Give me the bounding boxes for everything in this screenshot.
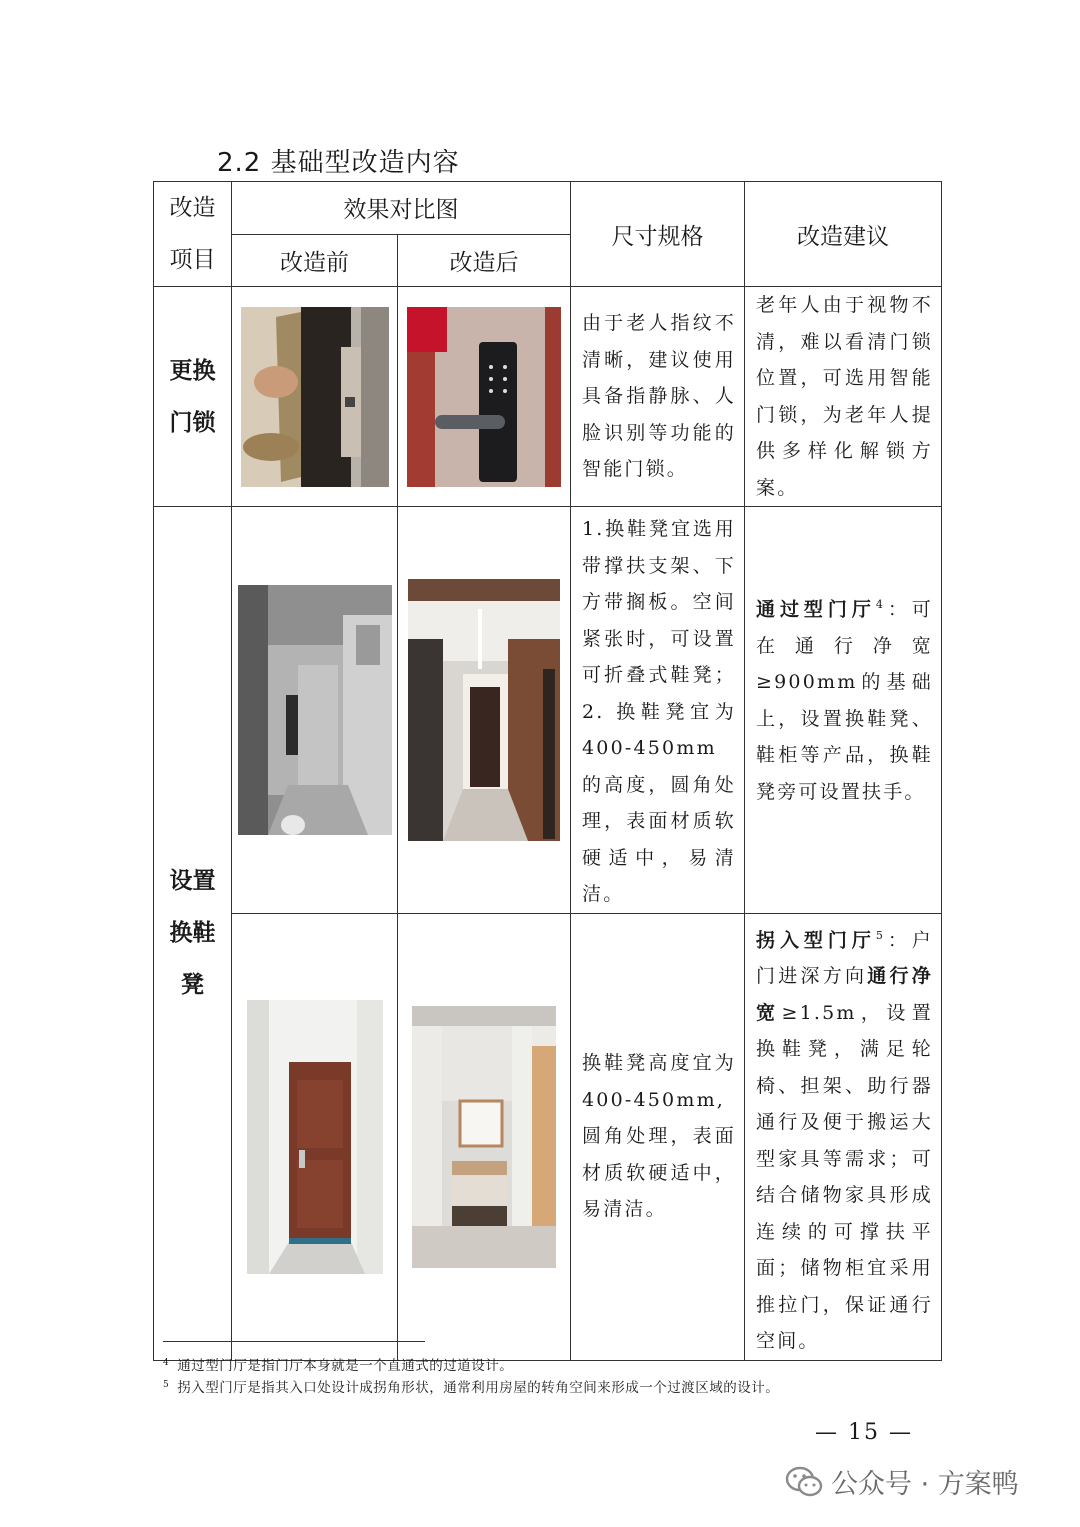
- term-pass-through-hall: 通过型门厅: [756, 598, 876, 621]
- header-project: [154, 182, 232, 287]
- footnote-4: [163, 1354, 513, 1374]
- wechat-icon: [785, 1465, 823, 1499]
- header-compare: 效果对比图: [232, 182, 571, 235]
- item-door-lock: [154, 287, 232, 507]
- term-clear-width: 通行净宽: [756, 965, 933, 1024]
- suggest-door-lock: 老年人由于视物不清，难以看清门锁位置，可选用智能门锁，为老年人提供多样化解锁方案。: [745, 287, 942, 507]
- hallway-before-image: [238, 585, 392, 835]
- footnote-5-number: 5: [163, 1379, 170, 1390]
- hallway-after-image: [408, 579, 560, 841]
- item-shoe-bench-line1: 设置: [169, 868, 216, 895]
- footnote-4-number: 4: [163, 1357, 170, 1368]
- photo-hall-before: [232, 507, 398, 914]
- entry-door-before-image: [247, 1000, 383, 1274]
- size-shoe-bench-pass: 1.换鞋凳宜选用带撑扶支架、下方带搁板。空间紧张时，可设置可折叠式鞋凳；2. 换鞋凳宜为400-450mm的高度，圆角处理，表面材质软硬适中，易清洁。: [571, 507, 745, 914]
- footnote-5: [163, 1376, 779, 1396]
- item-shoe-bench-line3: 凳: [181, 972, 204, 999]
- item-door-lock-line2: 门锁: [169, 409, 216, 436]
- header-suggest: 改造建议: [745, 182, 942, 287]
- item-shoe-bench-line2: 换鞋: [169, 920, 216, 947]
- footnote-ref-4: 4: [875, 598, 886, 611]
- item-shoe-bench: [154, 507, 232, 1361]
- footnote-5-text: 拐入型门厅是指其入口处设计成拐角形状，通常利用房屋的转角空间来形成一个过渡区域的设计。: [177, 1380, 780, 1396]
- suggest-turn-text2: ≥1.5m，设置换鞋凳，满足轮椅、担架、助行器通行及便于搬运大型家具等需求；可结合储物家具形成连续的可撑扶平面；储物柜宜采用推拉门，保证通行空间。: [756, 1001, 933, 1353]
- footnote-4-text: 通过型门厅是指门厅本身就是一个直通式的过道设计。: [177, 1358, 514, 1374]
- page-number: — 15 —: [815, 1420, 913, 1445]
- renovation-table: [153, 181, 942, 1361]
- entry-cabinet-after-image: [412, 1006, 556, 1268]
- size-shoe-bench-turn: 换鞋凳高度宜为400-450mm,圆角处理，表面材质软硬适中，易清洁。: [571, 913, 745, 1360]
- smart-door-lock-image: [407, 307, 561, 487]
- photo-entry-after: [398, 913, 571, 1360]
- photo-lock-before: [232, 287, 398, 507]
- suggest-turn-text1: ：户门进深方向: [756, 928, 933, 988]
- suggest-shoe-bench-pass: [745, 507, 942, 914]
- suggest-pass-text: ：可在通行净宽≥900mm的基础上，设置换鞋凳、鞋柜等产品，换鞋凳旁可设置扶手。: [756, 598, 933, 803]
- header-project-line2: 项目: [169, 247, 216, 273]
- header-project-line1: 改造: [169, 195, 216, 221]
- old-door-lock-image: [241, 307, 389, 487]
- watermark-text: 公众号 · 方案鸭: [831, 1469, 1019, 1500]
- term-turn-in-hall: 拐入型门厅: [756, 928, 876, 951]
- item-door-lock-line1: 更换: [169, 357, 216, 384]
- section-heading: 2.2 基础型改造内容: [217, 148, 460, 178]
- size-door-lock: 由于老人指纹不清晰，建议使用具备指静脉、人脸识别等功能的智能门锁。: [571, 287, 745, 507]
- header-after: 改造后: [398, 234, 571, 287]
- watermark: [785, 1462, 1019, 1501]
- header-size: 尺寸规格: [571, 182, 745, 287]
- photo-entry-before: [232, 913, 398, 1360]
- photo-lock-after: [398, 287, 571, 507]
- header-before: 改造前: [232, 234, 398, 287]
- photo-hall-after: [398, 507, 571, 914]
- suggest-shoe-bench-turn: [745, 913, 942, 1360]
- footnote-ref-5: 5: [875, 928, 886, 942]
- footnote-divider: [163, 1341, 425, 1342]
